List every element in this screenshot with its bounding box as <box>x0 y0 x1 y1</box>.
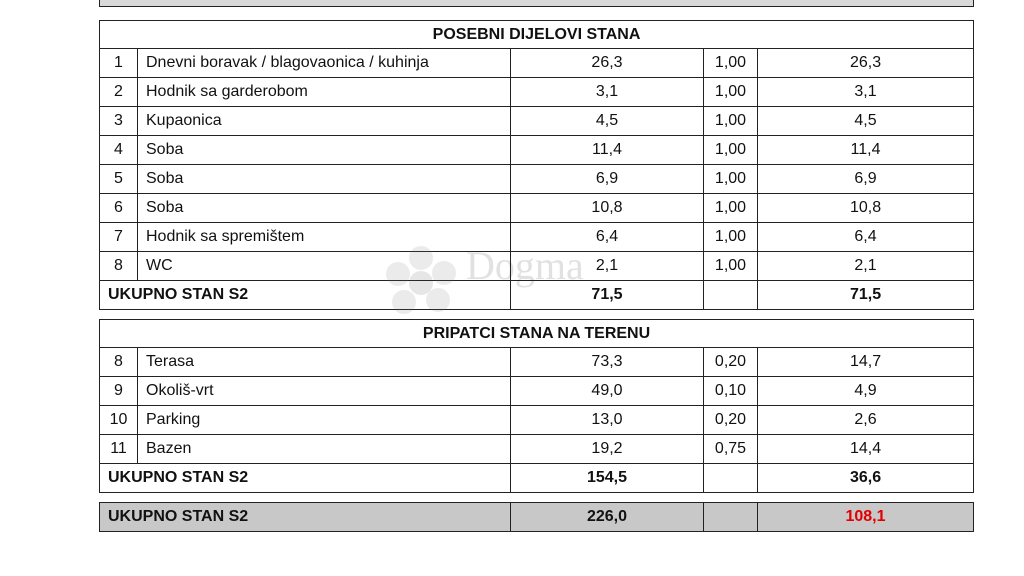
grand-total-area: 226,0 <box>511 503 704 532</box>
room-name: Soba <box>138 194 511 223</box>
room-name: Hodnik sa garderobom <box>138 78 511 107</box>
row-index: 6 <box>100 194 138 223</box>
room-area: 3,1 <box>511 78 704 107</box>
room-name: Dnevni boravak / blagovaonica / kuhinja <box>138 49 511 78</box>
area-table-sheet <box>99 0 973 532</box>
weighted-area: 14,4 <box>758 435 974 464</box>
coefficient: 0,75 <box>704 435 758 464</box>
coefficient: 1,00 <box>704 49 758 78</box>
weighted-area: 2,6 <box>758 406 974 435</box>
table-row <box>100 377 974 406</box>
weighted-area: 4,9 <box>758 377 974 406</box>
row-index: 7 <box>100 223 138 252</box>
row-index: 8 <box>100 348 138 377</box>
room-name: Okoliš-vrt <box>138 377 511 406</box>
coefficient: 0,10 <box>704 377 758 406</box>
weighted-area: 10,8 <box>758 194 974 223</box>
table-row <box>100 348 974 377</box>
table-row <box>100 223 974 252</box>
room-area: 73,3 <box>511 348 704 377</box>
grand-total-result: 108,1 <box>758 503 974 532</box>
coefficient: 1,00 <box>704 252 758 281</box>
table-grand-total <box>99 502 974 532</box>
row-index: 8 <box>100 252 138 281</box>
coefficient: 0,20 <box>704 348 758 377</box>
room-area: 6,9 <box>511 165 704 194</box>
room-area: 4,5 <box>511 107 704 136</box>
coefficient: 1,00 <box>704 223 758 252</box>
weighted-area: 4,5 <box>758 107 974 136</box>
row-index: 4 <box>100 136 138 165</box>
room-area: 2,1 <box>511 252 704 281</box>
weighted-area: 26,3 <box>758 49 974 78</box>
section-header-pripatci <box>100 320 974 348</box>
room-area: 6,4 <box>511 223 704 252</box>
room-name: WC <box>138 252 511 281</box>
weighted-area: 6,9 <box>758 165 974 194</box>
weighted-area: 14,7 <box>758 348 974 377</box>
table-row <box>100 49 974 78</box>
room-name: Hodnik sa spremištem <box>138 223 511 252</box>
coefficient: 1,00 <box>704 194 758 223</box>
table-row <box>100 435 974 464</box>
table-row <box>100 252 974 281</box>
room-area: 26,3 <box>511 49 704 78</box>
room-name: Soba <box>138 136 511 165</box>
table-pripatci <box>99 319 974 493</box>
room-area: 19,2 <box>511 435 704 464</box>
section-title: PRIPATCI STANA NA TERENU <box>100 320 974 348</box>
row-index: 9 <box>100 377 138 406</box>
row-index: 10 <box>100 406 138 435</box>
weighted-area: 11,4 <box>758 136 974 165</box>
coefficient: 0,20 <box>704 406 758 435</box>
subtotal-label: UKUPNO STAN S2 <box>100 281 511 310</box>
table-posebni <box>99 0 974 310</box>
subtotal-label: UKUPNO STAN S2 <box>100 464 511 493</box>
table-row <box>100 406 974 435</box>
room-name: Parking <box>138 406 511 435</box>
weighted-area: 2,1 <box>758 252 974 281</box>
table-row <box>100 136 974 165</box>
watermark-text: Dogma <box>466 243 584 288</box>
room-area: 11,4 <box>511 136 704 165</box>
room-name: Kupaonica <box>138 107 511 136</box>
room-area: 49,0 <box>511 377 704 406</box>
room-name: Bazen <box>138 435 511 464</box>
row-index: 11 <box>100 435 138 464</box>
table-row <box>100 165 974 194</box>
subtotal-area: 154,5 <box>511 464 704 493</box>
subtotal-area: 71,5 <box>511 281 704 310</box>
row-index: 5 <box>100 165 138 194</box>
row-index: 3 <box>100 107 138 136</box>
table-row <box>100 194 974 223</box>
section-title: POSEBNI DIJELOVI STANA <box>100 21 974 49</box>
room-name: Soba <box>138 165 511 194</box>
room-area: 13,0 <box>511 406 704 435</box>
weighted-area: 3,1 <box>758 78 974 107</box>
coefficient: 1,00 <box>704 107 758 136</box>
grand-total-row <box>100 503 974 532</box>
coefficient: 1,00 <box>704 136 758 165</box>
table-row <box>100 107 974 136</box>
row-index: 1 <box>100 49 138 78</box>
weighted-area: 6,4 <box>758 223 974 252</box>
grand-total-label: UKUPNO STAN S2 <box>100 503 511 532</box>
row-index: 2 <box>100 78 138 107</box>
subtotal-result: 71,5 <box>758 281 974 310</box>
room-area: 10,8 <box>511 194 704 223</box>
section-header-posebni <box>100 21 974 49</box>
room-name: Terasa <box>138 348 511 377</box>
subtotal-row-pripatci <box>100 464 974 493</box>
subtotal-result: 36,6 <box>758 464 974 493</box>
table-row <box>100 78 974 107</box>
coefficient: 1,00 <box>704 165 758 194</box>
subtotal-row-posebni <box>100 281 974 310</box>
coefficient: 1,00 <box>704 78 758 107</box>
